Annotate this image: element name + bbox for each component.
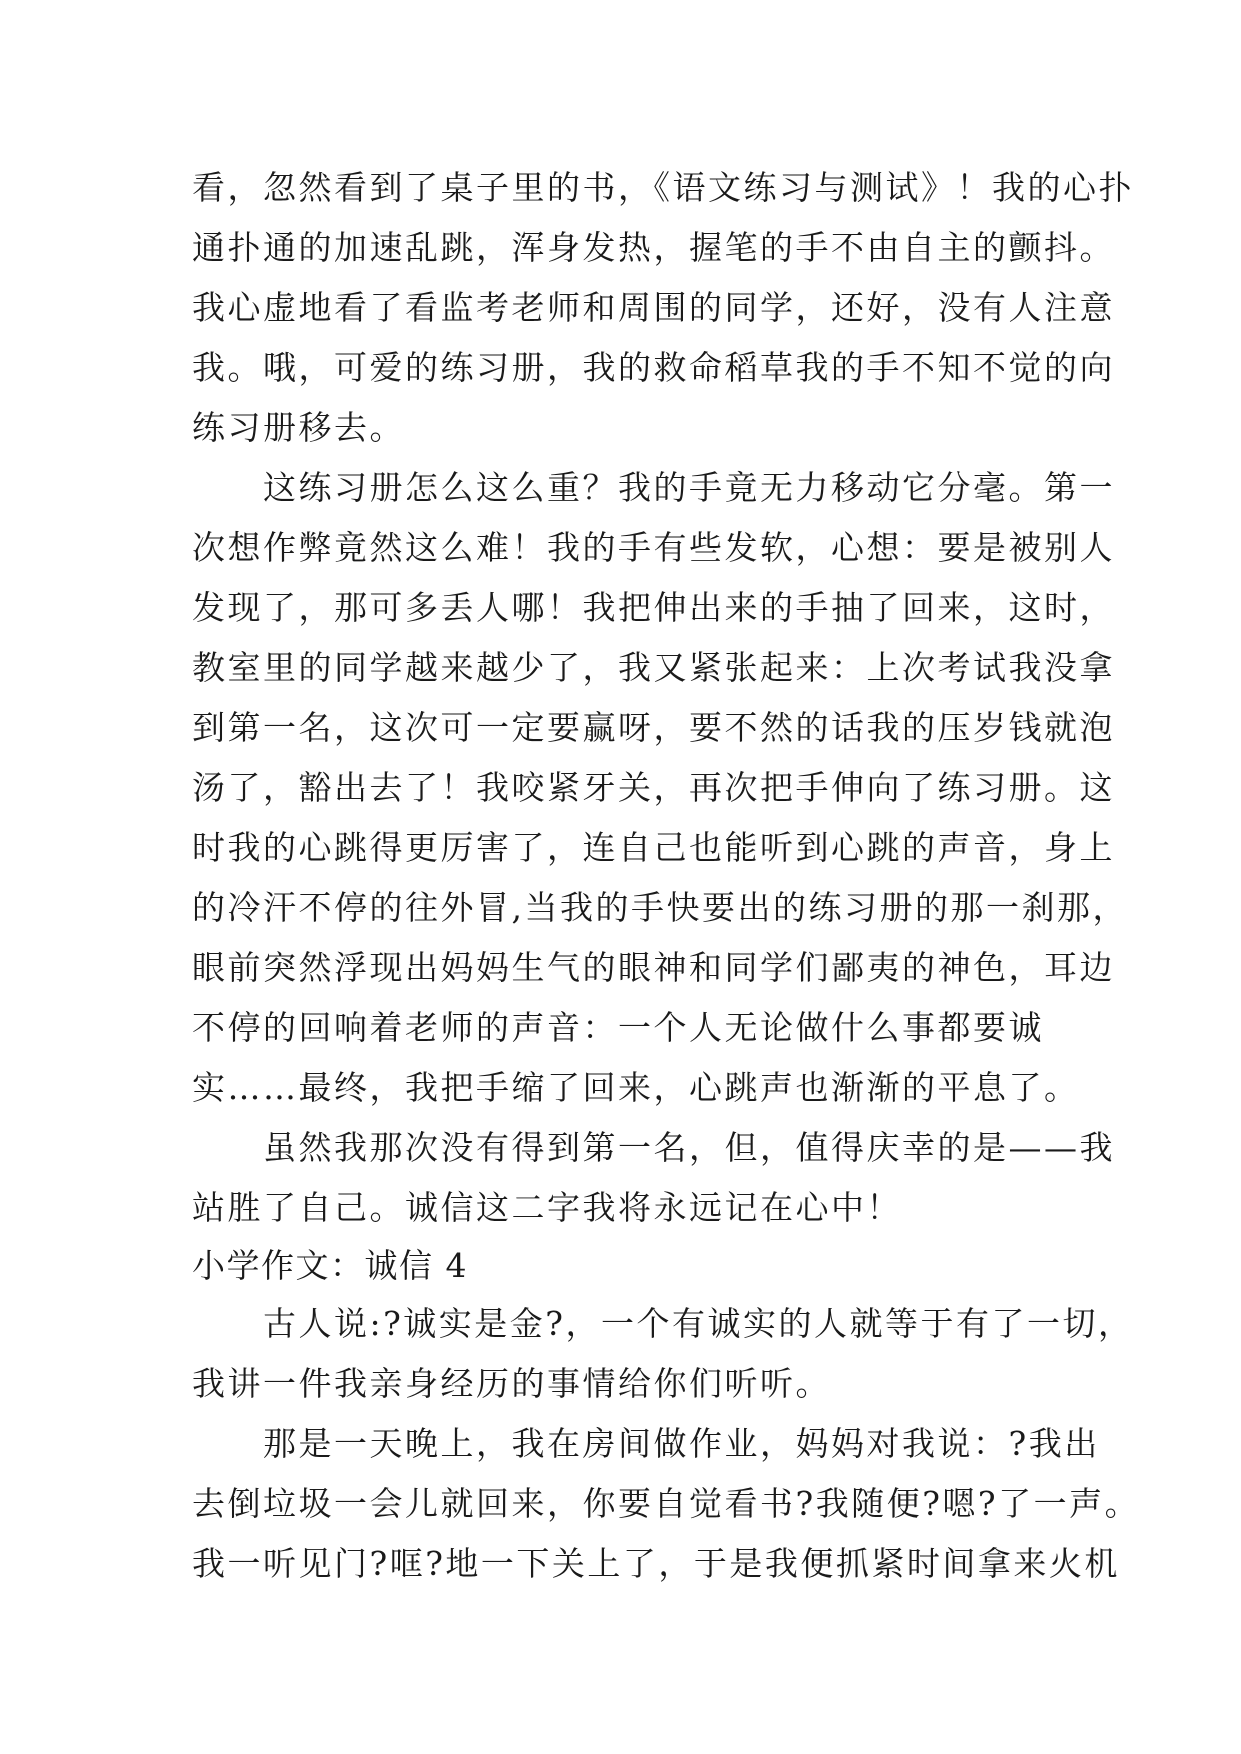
- text-line: 实……最终，我把手缩了回来，心跳声也渐渐的平息了。: [192, 1068, 1080, 1107]
- text-line: 站胜了自己。诚信这二字我将永远记在心中！: [192, 1188, 902, 1227]
- text-line: 我讲一件我亲身经历的事情给你们听听。: [192, 1364, 831, 1403]
- text-line: 时我的心跳得更厉害了，连自己也能听到心跳的声音，身上: [192, 828, 1115, 867]
- text-line: 发现了，那可多丢人哪！我把伸出来的手抽了回来，这时，: [192, 588, 1115, 627]
- text-line: 练习册移去。: [192, 408, 405, 447]
- section-heading: 小学作文：诚信 4: [192, 1246, 468, 1285]
- text-line: 我一听见门?哐?地一下关上了，于是我便抓紧时间拿来火机: [192, 1544, 1120, 1583]
- text-line: 看，忽然看到了桌子里的书，《语文练习与测试》！我的心扑: [192, 168, 1134, 207]
- text-line: 古人说:?诚实是金?，一个有诚实的人就等于有了一切，: [192, 1304, 1134, 1343]
- text-line: 不停的回响着老师的声音：一个人无论做什么事都要诚: [192, 1008, 1044, 1047]
- text-line: 虽然我那次没有得到第一名，但，值得庆幸的是——我: [192, 1128, 1115, 1167]
- document-body: [192, 158, 1141, 1594]
- text-line: 次想作弊竟然这么难！我的手有些发软，心想：要是被别人: [192, 528, 1115, 567]
- text-line: 我心虚地看了看监考老师和周围的同学，还好，没有人注意: [192, 288, 1115, 327]
- text-line: 到第一名，这次可一定要赢呀，要不然的话我的压岁钱就泡: [192, 708, 1115, 747]
- text-line: 汤了，豁出去了！我咬紧牙关，再次把手伸向了练习册。这: [192, 768, 1115, 807]
- text-line: 这练习册怎么这么重？我的手竟无力移动它分毫。第一: [192, 468, 1115, 507]
- text-line: 通扑通的加速乱跳，浑身发热，握笔的手不由自主的颤抖。: [192, 228, 1115, 267]
- text-line: 我。哦，可爱的练习册，我的救命稻草我的手不知不觉的向: [192, 348, 1115, 387]
- text-line: 教室里的同学越来越少了，我又紧张起来：上次考试我没拿: [192, 648, 1115, 687]
- text-line: 去倒垃圾一会儿就回来，你要自觉看书?我随便?嗯?了一声。: [192, 1484, 1141, 1523]
- text-line: 的冷汗不停的往外冒,当我的手快要出的练习册的那一刹那，: [192, 888, 1128, 927]
- text-line: 那是一天晚上，我在房间做作业，妈妈对我说：?我出: [192, 1424, 1100, 1463]
- text-line: 眼前突然浮现出妈妈生气的眼神和同学们鄙夷的神色，耳边: [192, 948, 1115, 987]
